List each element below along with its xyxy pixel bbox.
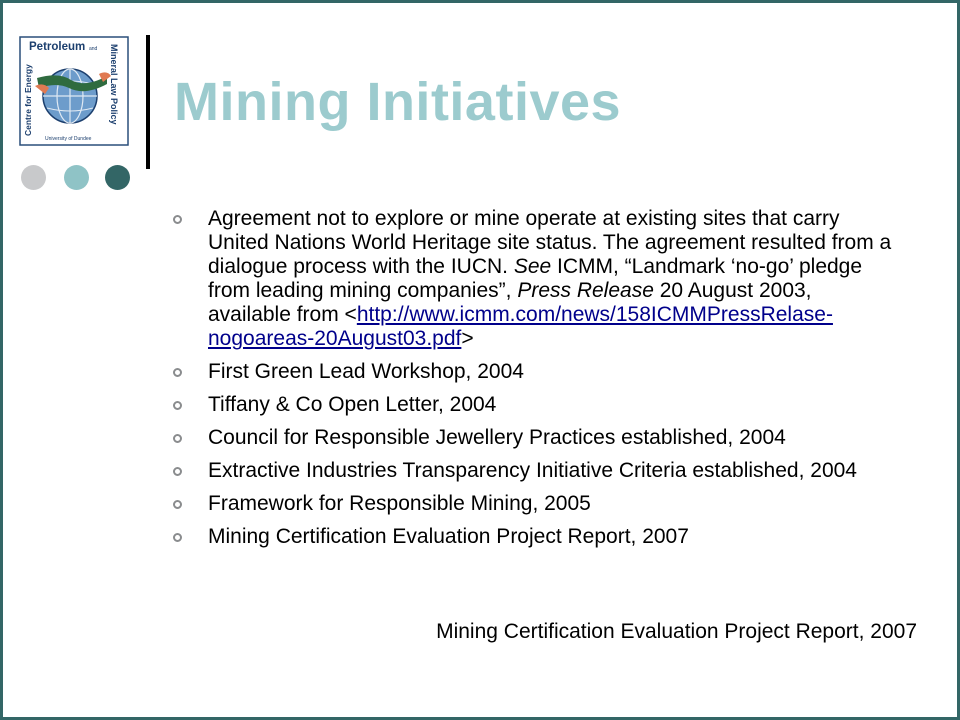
bullet-text: Extractive Industries Transparency Initiative Criteria established, 2004: [208, 459, 857, 482]
list-item: [173, 459, 893, 483]
bullet-text: 20 August 2003, available from <: [208, 279, 812, 326]
list-item: [173, 360, 893, 384]
cpmlp-logo: [19, 36, 129, 146]
divider-bar: [146, 35, 150, 169]
list-item: [173, 492, 893, 516]
slide-title: Mining Initiatives: [174, 72, 622, 132]
bullet-icon: [173, 368, 182, 377]
dot-teal-icon: [64, 165, 89, 190]
bullet-text: First Green Lead Workshop, 2004: [208, 360, 524, 383]
bullet-icon: [173, 467, 182, 476]
logo-word-bottom: University of Dundee: [45, 136, 92, 142]
bullet-text: >: [461, 327, 474, 350]
bullet-icon: [173, 500, 182, 509]
bullet-text: ICMM, “Landmark ‘no-go’ pledge from leading mining companies”,: [208, 255, 863, 302]
bullet-list: [173, 207, 893, 558]
decorative-dots: [21, 165, 131, 191]
logo-word-left: Centre for Energy: [23, 64, 33, 136]
press-release-text: Press Release: [517, 279, 654, 302]
bullet-text: Agreement not to explore or mine operate at existing sites that carry United Nations World Heritage site status. The agreement resulted from a dialogue process with the IUCN.: [208, 207, 892, 278]
logo-word-right: Mineral Law Policy: [109, 44, 119, 125]
bullet-icon: [173, 533, 182, 542]
logo-word-top-small: and: [89, 46, 98, 52]
bullet-text: Tiffany & Co Open Letter, 2004: [208, 393, 497, 416]
bullet-text: Framework for Responsible Mining, 2005: [208, 492, 591, 515]
icmm-press-release-link[interactable]: http://www.icmm.com/news/158ICMMPressRelase-nogoareas-20August03.pdf: [208, 303, 833, 350]
list-item: [173, 393, 893, 417]
see-text: See: [513, 255, 552, 278]
list-item: [173, 207, 893, 351]
list-item: [173, 525, 893, 549]
bullet-icon: [173, 401, 182, 410]
bullet-icon: [173, 434, 182, 443]
list-item: [173, 426, 893, 450]
dot-dark-teal-icon: [105, 165, 130, 190]
dot-gray-icon: [21, 165, 46, 190]
logo-word-top: Petroleum: [29, 41, 86, 53]
bullet-icon: [173, 215, 182, 224]
bullet-text: Council for Responsible Jewellery Practices established, 2004: [208, 426, 786, 449]
bullet-text: Mining Certification Evaluation Project Report, 2007: [208, 525, 689, 548]
slide-caption: Mining Certification Evaluation Project Report, 2007: [436, 620, 917, 643]
